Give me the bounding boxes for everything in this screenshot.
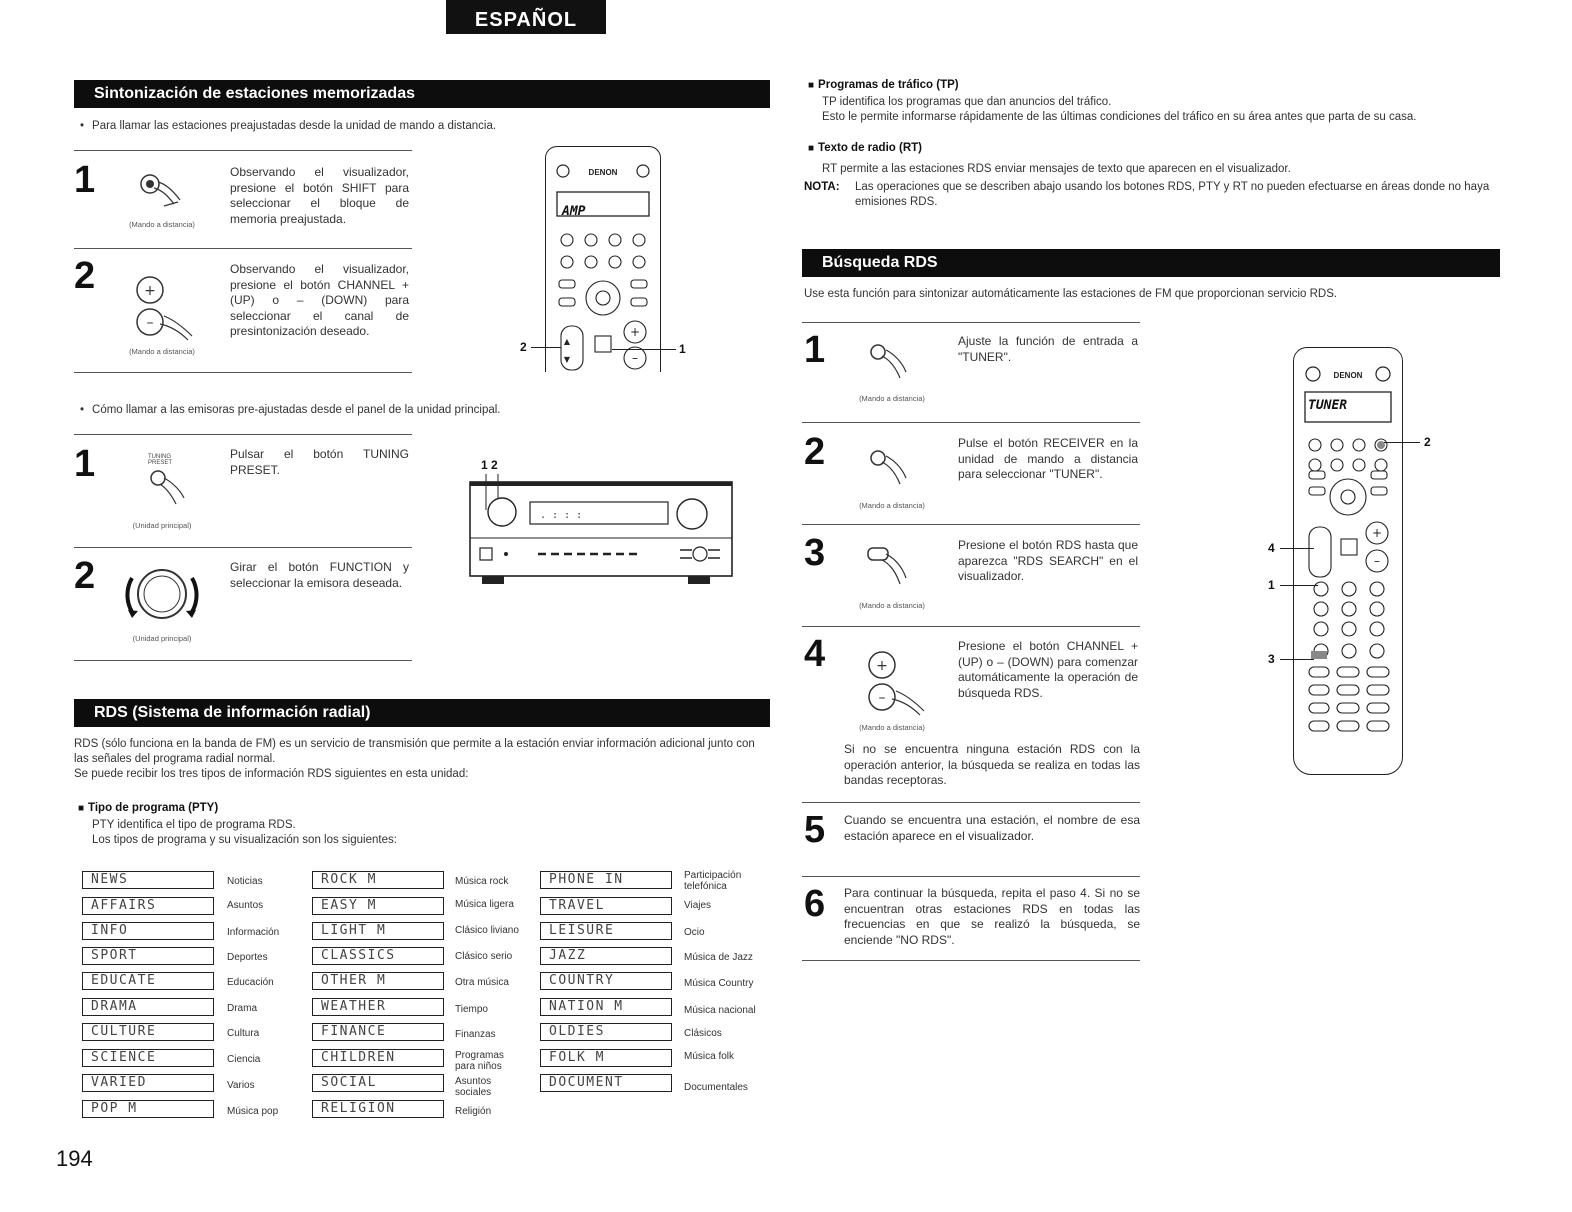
- step-text: Para continuar la búsqueda, repita el paso 4. Si no se encuentran otras estaciones RDS en todas las frecuencias en que se realizó la búsqueda, se enciende "NO RDS".: [844, 886, 1140, 947]
- callout-line: [1280, 585, 1318, 586]
- step-number: 2: [804, 431, 826, 473]
- divider: [74, 434, 412, 435]
- pty-code: CULTURE: [82, 1023, 214, 1041]
- step-caption: (Mando a distancia): [129, 220, 195, 229]
- svg-text:–: –: [146, 315, 154, 331]
- pty-code: DOCUMENT: [540, 1074, 672, 1092]
- callout-number: 4: [1268, 541, 1275, 555]
- pty-label: Música de Jazz: [684, 952, 753, 963]
- note-label: NOTA:: [804, 181, 840, 193]
- function-knob-icon: [118, 560, 208, 630]
- rds-search-intro: Use esta función para sintonizar automáticamente las estaciones de FM que proporcionan servicio RDS.: [804, 288, 1338, 300]
- pty-label: Música pop: [227, 1106, 279, 1117]
- callout-number: 1: [679, 342, 686, 356]
- pty-label: Música ligera: [455, 899, 514, 910]
- step-text: Presione el botón RDS hasta que aparezca "RDS SEARCH" en el visualizador.: [958, 538, 1138, 583]
- pty-label: Música folk: [684, 1051, 735, 1062]
- pty-code: WEATHER: [312, 998, 444, 1016]
- pty-label: Música Country: [684, 978, 754, 989]
- pty-label: Noticias: [227, 876, 263, 887]
- receiver-button-icon: [862, 442, 922, 492]
- svg-text:TUNING: TUNING: [148, 454, 171, 460]
- callout-line: [612, 349, 676, 350]
- pty-code: AFFAIRS: [82, 897, 214, 915]
- pty-code: RELIGION: [312, 1100, 444, 1118]
- pty-label: Educación: [227, 977, 274, 988]
- section-title-rds-search: Búsqueda RDS: [802, 249, 1500, 277]
- step-text: Pulsar el botón TUNING PRESET.: [230, 447, 409, 477]
- pty-code: SOCIAL: [312, 1074, 444, 1092]
- pty-code: COUNTRY: [540, 972, 672, 990]
- pty-code: LEISURE: [540, 922, 672, 940]
- pty-code: LIGHT M: [312, 922, 444, 940]
- tp-heading: ■ Programas de tráfico (TP): [808, 79, 959, 91]
- pty-code: CLASSICS: [312, 947, 444, 965]
- divider: [74, 248, 412, 249]
- svg-text:+: +: [144, 283, 156, 299]
- pty-label: Información: [227, 927, 280, 938]
- step-number: 2: [74, 555, 96, 597]
- hand-press-button-icon: [862, 336, 922, 386]
- pty-code: OTHER M: [312, 972, 444, 990]
- step-caption: (Mando a distancia): [129, 347, 195, 356]
- divider: [802, 626, 1140, 627]
- section-intro: • Para llamar las estaciones preajustadas desde la unidad de mando a distancia.: [80, 119, 760, 134]
- svg-text:. : : :: . : : :: [540, 510, 583, 521]
- section-intro-main-unit: • Cómo llamar a las emisoras pre-ajustadas desde el panel de la unidad principal.: [80, 403, 760, 418]
- step-text: Cuando se encuentra una estación, el nombre de esa estación aparece en el visualizador.: [844, 813, 1140, 843]
- divider: [74, 372, 412, 373]
- rds-paragraph-2: Se puede recibir los tres tipos de información RDS siguientes en esta unidad:: [74, 768, 469, 780]
- step-number: 6: [804, 883, 826, 925]
- svg-text:+: +: [1371, 526, 1383, 540]
- svg-text:+: +: [629, 325, 641, 339]
- step-number: 1: [804, 329, 826, 371]
- callout-number: 1: [1268, 578, 1275, 592]
- pty-label: Programas para niños: [455, 1050, 504, 1072]
- pty-label: Clásico serio: [455, 951, 513, 962]
- pty-label: Deportes: [227, 952, 268, 963]
- pty-label: Música rock: [455, 876, 509, 887]
- pty-code: PHONE IN: [540, 871, 672, 889]
- step-caption: (Mando a distancia): [859, 601, 925, 610]
- pty-code: OLDIES: [540, 1023, 672, 1041]
- pty-code: DRAMA: [82, 998, 214, 1016]
- section-title-rds: RDS (Sistema de información radial): [74, 699, 770, 727]
- callout-number: 3: [1268, 652, 1275, 666]
- callout-number: 2: [520, 340, 527, 354]
- step-number: 2: [74, 255, 96, 297]
- pty-heading: ■ Tipo de programa (PTY): [78, 802, 218, 814]
- pty-label: Participación telefónica: [684, 870, 742, 892]
- pty-code: NATION M: [540, 998, 672, 1016]
- language-tab: ESPAÑOL: [446, 0, 606, 34]
- callout-line: [1280, 659, 1314, 660]
- rds-button-icon: [862, 540, 922, 594]
- hand-press-button-icon: [134, 166, 194, 218]
- step-text: Observando el visualizador, presione el botón CHANNEL + (UP) o – (DOWN) para seleccionar el canal de presintonización deseado.: [230, 262, 409, 338]
- step-caption: (Mando a distancia): [859, 501, 925, 510]
- step-text: Presione el botón CHANNEL + (UP) o – (DOWN) para comenzar automáticamente la operación de búsqueda RDS.: [958, 639, 1138, 700]
- pty-label: Música nacional: [684, 1005, 756, 1016]
- divider: [802, 876, 1140, 877]
- pty-code: INFO: [82, 922, 214, 940]
- divider: [802, 322, 1140, 323]
- channel-up-down-icon: [858, 645, 928, 720]
- receiver-front-panel-illustration: [466, 472, 734, 590]
- svg-text:+: +: [876, 658, 888, 674]
- step-text: Observando el visualizador, presione el botón SHIFT para seleccionar el bloque de memoria preajustada.: [230, 165, 409, 226]
- pty-code: FINANCE: [312, 1023, 444, 1041]
- remote-display-text: AMP: [562, 204, 586, 219]
- pty-label: Ocio: [684, 927, 705, 938]
- callout-line: [1280, 548, 1314, 549]
- svg-text:▲: ▲: [563, 337, 571, 346]
- divider: [802, 960, 1140, 961]
- callout-number: 1 2: [481, 458, 498, 472]
- step-number: 4: [804, 633, 826, 675]
- step-text: Girar el botón FUNCTION y seleccionar la emisora deseada.: [230, 560, 409, 590]
- pty-label: Otra música: [455, 977, 509, 988]
- callout-line: [1384, 442, 1420, 443]
- pty-code: NEWS: [82, 871, 214, 889]
- divider: [74, 660, 412, 661]
- pty-label: Documentales: [684, 1082, 748, 1093]
- divider: [802, 524, 1140, 525]
- pty-label: Asuntos sociales: [455, 1076, 492, 1098]
- step-number: 1: [74, 443, 96, 485]
- divider: [802, 802, 1140, 803]
- step-4-note: Si no se encuentra ninguna estación RDS con la operación anterior, la búsqueda se realiza en todas las bandas receptoras.: [844, 742, 1140, 787]
- step-text: Pulse el botón RECEIVER en la unidad de mando a distancia para seleccionar "TUNER".: [958, 436, 1138, 481]
- page-number: 194: [56, 1146, 93, 1171]
- svg-text:–: –: [632, 351, 638, 365]
- svg-text:PRESET: PRESET: [148, 460, 173, 466]
- step-text: Ajuste la función de entrada a "TUNER".: [958, 334, 1138, 364]
- pty-code: VARIED: [82, 1074, 214, 1092]
- callout-number: 2: [1424, 435, 1431, 449]
- step-number: 3: [804, 532, 826, 574]
- step-caption: (Unidad principal): [132, 521, 192, 530]
- remote-control-illustration-full: [1293, 347, 1403, 775]
- step-number: 1: [74, 159, 96, 201]
- pty-label: Clásico liviano: [455, 925, 519, 936]
- pty-line-2: Los tipos de programa y su visualización son los siguientes:: [92, 834, 397, 846]
- svg-text:DENON: DENON: [1333, 371, 1363, 380]
- pty-code: JAZZ: [540, 947, 672, 965]
- remote-display-text: TUNER: [1308, 398, 1348, 413]
- rt-heading: ■ Texto de radio (RT): [808, 142, 922, 154]
- pty-code: CHILDREN: [312, 1049, 444, 1067]
- rt-line-1: RT permite a las estaciones RDS enviar mensajes de texto que aparecen en el visualizador.: [822, 163, 1291, 175]
- tp-line-1: TP identifica los programas que dan anuncios del tráfico.: [822, 96, 1112, 108]
- pty-label: Tiempo: [455, 1004, 488, 1015]
- remote-control-illustration: [545, 146, 661, 372]
- divider: [74, 547, 412, 548]
- tuning-preset-button-icon: [136, 452, 196, 512]
- pty-label: Varios: [227, 1080, 255, 1091]
- pty-label: Clásicos: [684, 1028, 722, 1039]
- callout-line: [531, 347, 561, 348]
- rds-paragraph-1: RDS (sólo funciona en la banda de FM) es un servicio de transmisión que permite a la estación enviar información adicional junto con las señales del programa radial normal.: [74, 738, 755, 765]
- note-text: Las operaciones que se describen abajo usando los botones RDS, PTY y RT no pueden efectuarse en áreas donde no haya emisiones RDS.: [855, 181, 1490, 208]
- step-caption: (Unidad principal): [132, 634, 192, 643]
- pty-label: Drama: [227, 1003, 258, 1014]
- pty-label: Cultura: [227, 1028, 260, 1039]
- pty-code: POP M: [82, 1100, 214, 1118]
- pty-code: TRAVEL: [540, 897, 672, 915]
- pty-code: SPORT: [82, 947, 214, 965]
- section-title-preset-tuning: Sintonización de estaciones memorizadas: [74, 80, 770, 108]
- step-caption: (Mando a distancia): [859, 394, 925, 403]
- pty-code: SCIENCE: [82, 1049, 214, 1067]
- svg-text:–: –: [1374, 554, 1380, 568]
- pty-label: Ciencia: [227, 1054, 261, 1065]
- tp-line-2: Esto le permite informarse rápidamente de las últimas condiciones del tráfico en su área antes que parta de su casa.: [822, 111, 1417, 123]
- pty-label: Viajes: [684, 900, 712, 911]
- step-caption: (Mando a distancia): [859, 723, 925, 732]
- pty-label: Asuntos: [227, 900, 264, 911]
- svg-text:▼: ▼: [563, 355, 571, 364]
- pty-code: FOLK M: [540, 1049, 672, 1067]
- pty-label: Religión: [455, 1106, 492, 1117]
- svg-text:DENON: DENON: [588, 168, 618, 177]
- channel-up-down-icon: [130, 270, 200, 345]
- pty-code: EASY M: [312, 897, 444, 915]
- divider: [802, 422, 1140, 423]
- pty-label: Finanzas: [455, 1029, 496, 1040]
- divider: [74, 150, 412, 151]
- pty-line-1: PTY identifica el tipo de programa RDS.: [92, 819, 296, 831]
- step-number: 5: [804, 809, 826, 851]
- pty-code: ROCK M: [312, 871, 444, 889]
- pty-code: EDUCATE: [82, 972, 214, 990]
- svg-text:–: –: [878, 690, 886, 706]
